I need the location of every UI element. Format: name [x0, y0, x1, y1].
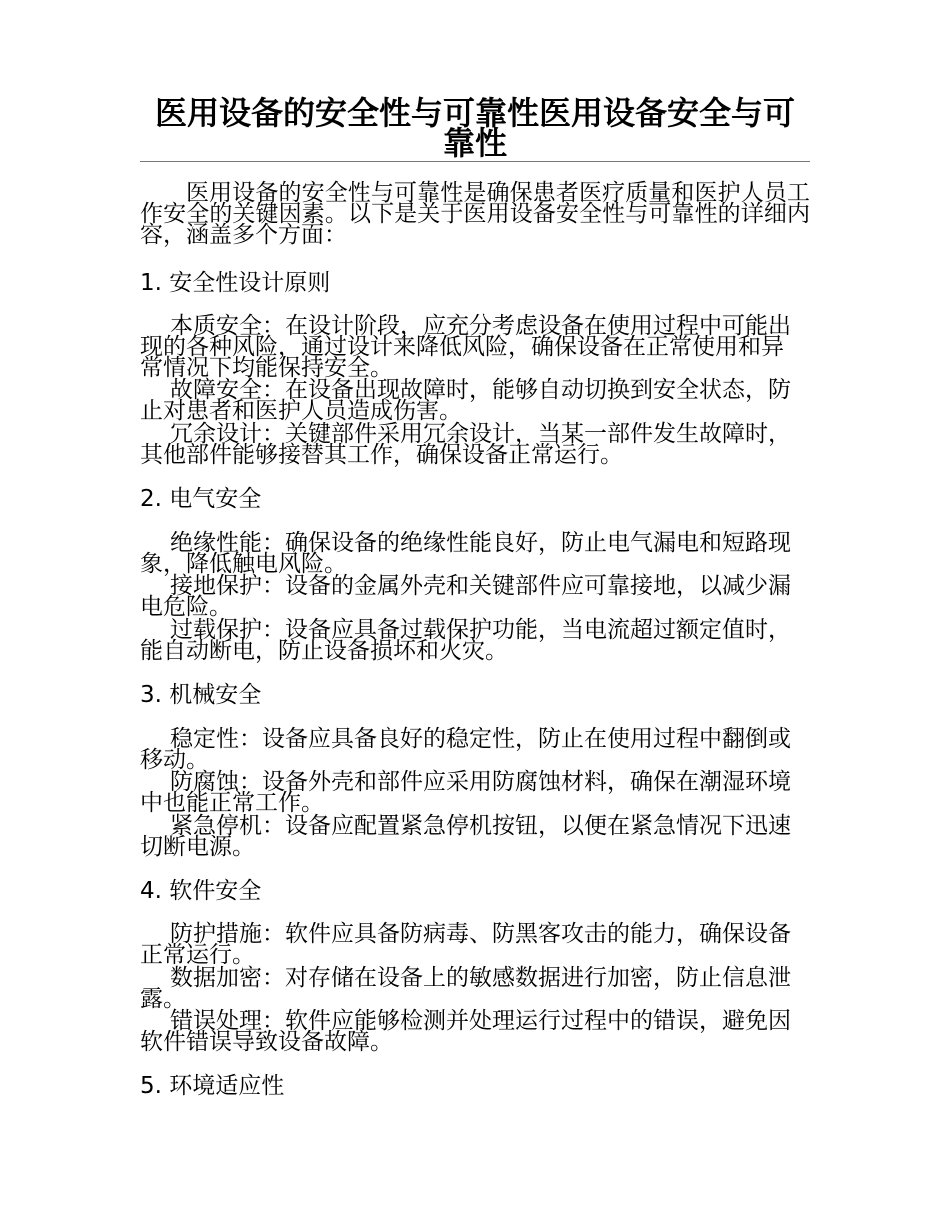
- section-heading-environmental-adaptability: 5. 环境适应性: [140, 1073, 285, 1099]
- item-error-handling: 错误处理：软件应能够检测并处理运行过程中的错误，避免因软件错误导致设备故障。: [140, 1008, 791, 1055]
- item-overload-protection: 过载保护：设备应具备过载保护功能，当电流超过额定值时，能自动断电，防止设备损坏和火灾。: [140, 617, 791, 664]
- item-insulation: 绝缘性能：确保设备的绝缘性能良好，防止电气漏电和短路现象，降低触电风险。: [140, 530, 791, 577]
- section-heading-electrical-safety: 2. 电气安全: [140, 486, 262, 512]
- item-data-encryption: 数据加密：对存储在设备上的敏感数据进行加密，防止信息泄露。: [140, 965, 791, 1012]
- item-stability: 稳定性：设备应具备良好的稳定性，防止在使用过程中翻倒或移动。: [140, 726, 791, 773]
- section-heading-mechanical-safety: 3. 机械安全: [140, 682, 262, 708]
- section-heading-safety-design: 1. 安全性设计原则: [140, 270, 331, 296]
- item-anti-corrosion: 防腐蚀：设备外壳和部件应采用防腐蚀材料，确保在潮湿环境中也能正常工作。: [140, 769, 791, 816]
- document-title: 医用设备的安全性与可靠性医用设备安全与可靠性: [154, 94, 795, 162]
- title-underline: [140, 161, 810, 162]
- intro-paragraph: 医用设备的安全性与可靠性是确保患者医疗质量和医护人员工作安全的关键因素。以下是关于医用设备安全性与可靠性的详细内容，涵盖多个方面：: [140, 180, 810, 248]
- item-grounding: 接地保护：设备的金属外壳和关键部件应可靠接地，以减少漏电危险。: [140, 573, 791, 620]
- item-protection-measures: 防护措施：软件应具备防病毒、防黑客攻击的能力，确保设备正常运行。: [140, 921, 791, 968]
- item-emergency-stop: 紧急停机：设备应配置紧急停机按钮，以便在紧急情况下迅速切断电源。: [140, 813, 791, 860]
- item-intrinsic-safety: 本质安全：在设计阶段，应充分考虑设备在使用过程中可能出现的各种风险，通过设计来降低风险，确保设备在正常使用和异常情况下均能保持安全。: [140, 313, 791, 381]
- item-fail-safe: 故障安全：在设备出现故障时，能够自动切换到安全状态，防止对患者和医护人员造成伤害。: [140, 377, 791, 424]
- section-heading-software-safety: 4. 软件安全: [140, 878, 262, 904]
- item-redundant-design: 冗余设计：关键部件采用冗余设计，当某一部件发生故障时，其他部件能够接替其工作，确保设备正常运行。: [140, 421, 791, 468]
